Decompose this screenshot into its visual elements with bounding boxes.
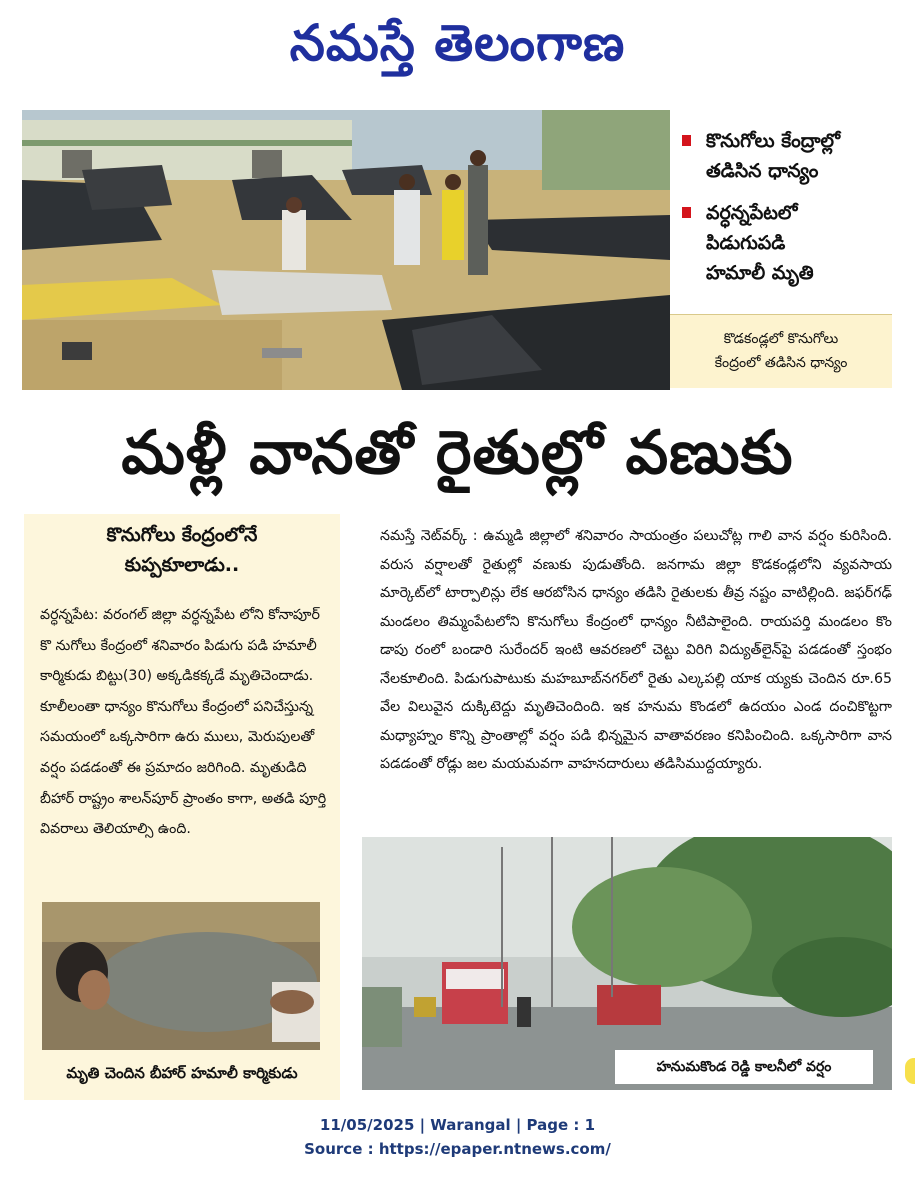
page-edge-marker-icon	[905, 1058, 915, 1084]
caption-line: కొడకండ్లలో కొనుగోలు	[723, 331, 839, 347]
bullet-lightning-death	[682, 198, 907, 288]
victim-photo-caption: మృతి చెందిన బీహార్ హమాలీ కార్మికుడు	[66, 1064, 298, 1082]
footer-date-edition: 11/05/2025 | Warangal | Page : 1	[319, 1116, 596, 1134]
footer-source: Source : https://epaper.ntnews.com/	[304, 1140, 611, 1158]
bullet-line: కొనుగోలు కేంద్రాల్లో	[706, 130, 841, 152]
rain-photo-caption: హనుమకొండ రెడ్డి కాలనీలో వర్షం	[615, 1050, 873, 1084]
red-bullet-icon	[682, 135, 691, 146]
bullet-line: పిడుగుపడి	[706, 232, 786, 254]
main-headline: మళ్లీ వానతో రైతుల్లో వణుకు	[121, 418, 794, 488]
bullet-wet-grain	[682, 126, 907, 186]
masthead-logo: నమస్తే తెలంగాణ	[289, 14, 626, 72]
caption-line: కేంద్రంలో తడిసిన ధాన్యం	[714, 355, 848, 371]
bullet-line: హమాలీ మృతి	[706, 262, 814, 284]
grain-photo-caption	[670, 314, 892, 388]
article-body: నమస్తే నెట్‌వర్క్ : ఉమ్మడి జిల్లాలో శనివారం సాయంత్రం పలుచోట్ల గాలి వాన వర్షం కురిసింది. వరుస వర్షాలతో రైతుల్లో వణుకు పుడుతోంది. జనగామ జిల్లా కొడకండ్లలోని వ్యవసాయ మార్కెట్‌లో టార్పాలిన్లు లేక ఆరబోసిన ధాన్యం తడిసి రైతులకు తీవ్ర నష్టం వాటిల్లింది. జఫర్‌గఢ్ మండలం తిమ్మంపేటలోని కొనుగోలు కేంద్రంలో ధాన్యం నీటిపాలైంది. రాయపర్తి మండలం కొం డాపు రంలో బండారి సురేందర్ ఇంటి ఆవరణలో చెట్టు విరిగి విద్యుత్‌లైన్‌పై పడడంతో స్తంభం నేలకూలింది. పిడుగుపాటుకు మహబూబ్‌నగర్‌లో రైతు ఎల్కపల్లి యాక య్యకు చెందిన రూ.65 వేల విలువైన దుక్కిటెద్దు మృతిచెందింది. ఇక హనుమ కొండలో ఉదయం ఎండ దంచికొట్టగా మధ్యాహ్నం కొన్ని ప్రాంతాల్లో వర్షం పడి భిన్నమైన వాతావరణం కనిపించింది. ఒక్కసారిగా వాన పడడంతో రోడ్లు జల మయమవగా వాహనదారులు తడిసిముద్దయ్యారు.	[380, 528, 892, 772]
sidebar-title-line: కొనుగోలు కేంద్రంలోనే	[106, 524, 258, 546]
sidebar-body: వర్ధన్నపేట: వరంగల్ జిల్లా వర్ధన్నపేట లోని కోనాపూర్ కొ నుగోలు కేంద్రంలో శనివారం పిడుగు పడి హమాలీ కార్మికుడు బిట్టు(30) అక్కడికక్కడే మృతిచెందాడు. కూలీలంతా ధాన్యం కొనుగోలు కేంద్రంలో పనిచేస్తున్న సమయంలో ఒక్కసారిగా ఉరు ములు, మెరుపులతో వర్షం పడడంతో ఈ ప్రమాదం జరిగింది. మృతుడిది బీహార్ రాష్ట్రం శాలన్‌పూర్ ప్రాంతం కాగా, అతడి పూర్తి వివరాలు తెలియాల్సి ఉంది.	[40, 607, 327, 838]
red-bullet-icon	[682, 207, 691, 218]
bullet-line: తడిసిన ధాన్యం	[706, 160, 819, 182]
grain-center-photo	[22, 110, 670, 390]
sidebar-title-line: కుప్పకూలాడు..	[124, 554, 240, 576]
bullet-line: వర్ధన్నపేటలో	[706, 202, 798, 224]
sidebar-title	[24, 520, 340, 580]
victim-photo	[42, 902, 320, 1050]
